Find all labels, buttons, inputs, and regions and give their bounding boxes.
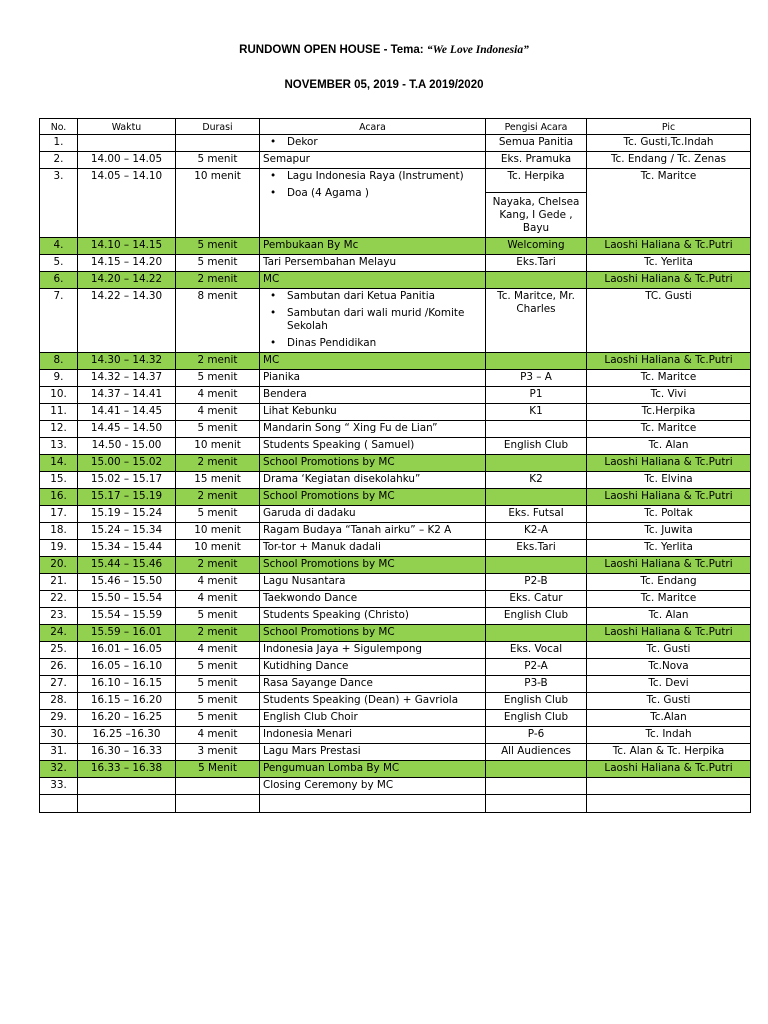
cell-acara: Pengumuan Lomba By MC — [260, 761, 486, 778]
cell-pengisi-acara — [486, 489, 587, 506]
table-row — [40, 455, 751, 472]
acara-bullet-item: • Lagu Indonesia Raya (Instrument) — [287, 170, 482, 187]
cell-acara: Bendera — [260, 387, 486, 404]
cell-acara: MC — [260, 353, 486, 370]
cell-acara: School Promotions by MC — [260, 489, 486, 506]
column-header-no: No. — [40, 119, 78, 135]
cell-pic: Tc. Yerlita — [587, 540, 751, 557]
table-row — [40, 676, 751, 693]
cell-pengisi-acara — [486, 557, 587, 574]
cell-pic: Laoshi Haliana & Tc.Putri — [587, 761, 751, 778]
cell-acara: School Promotions by MC — [260, 625, 486, 642]
cell-waktu: 14.32 – 14.37 — [78, 370, 176, 387]
cell-waktu: 15.50 – 15.54 — [78, 591, 176, 608]
cell-acara: School Promotions by MC — [260, 557, 486, 574]
cell-acara: Lagu Mars Prestasi — [260, 744, 486, 761]
cell-no: 5. — [40, 255, 78, 272]
cell-acara: Students Speaking (Christo) — [260, 608, 486, 625]
cell-waktu: 15.17 – 15.19 — [78, 489, 176, 506]
table-row — [40, 472, 751, 489]
cell-acara: Indonesia Menari — [260, 727, 486, 744]
cell-pengisi-acara — [486, 353, 587, 370]
cell-pic — [587, 795, 751, 813]
column-header-durasi: Durasi — [176, 119, 260, 135]
table-row — [40, 693, 751, 710]
cell-pic: Tc. Indah — [587, 727, 751, 744]
cell-no: 6. — [40, 272, 78, 289]
cell-durasi: 10 menit — [176, 523, 260, 540]
cell-waktu: 16.30 – 16.33 — [78, 744, 176, 761]
cell-durasi: 2 menit — [176, 272, 260, 289]
cell-no: 29. — [40, 710, 78, 727]
acara-bullet-item: • Sambutan dari Ketua Panitia — [287, 290, 482, 307]
cell-pic: Tc. Gusti,Tc.Indah — [587, 135, 751, 152]
cell-waktu: 14.45 – 14.50 — [78, 421, 176, 438]
table-row — [40, 169, 751, 238]
cell-no: 28. — [40, 693, 78, 710]
cell-no: 27. — [40, 676, 78, 693]
cell-durasi: 2 menit — [176, 625, 260, 642]
cell-acara: Indonesia Jaya + Sigulempong — [260, 642, 486, 659]
cell-no: 25. — [40, 642, 78, 659]
cell-waktu: 16.25 –16.30 — [78, 727, 176, 744]
cell-pengisi-acara: Semua Panitia — [486, 135, 587, 152]
pengisi-secondary: Nayaka, Chelsea Kang, I Gede , Bayu — [486, 192, 586, 235]
cell-durasi: 5 menit — [176, 693, 260, 710]
cell-acara: Rasa Sayange Dance — [260, 676, 486, 693]
cell-durasi: 5 menit — [176, 676, 260, 693]
cell-acara: School Promotions by MC — [260, 455, 486, 472]
cell-durasi: 2 menit — [176, 455, 260, 472]
cell-acara: Lihat Kebunku — [260, 404, 486, 421]
cell-pengisi-acara — [486, 421, 587, 438]
cell-no: 3. — [40, 169, 78, 238]
cell-no: 7. — [40, 289, 78, 353]
cell-no: 1. — [40, 135, 78, 152]
cell-acara: Students Speaking ( Samuel) — [260, 438, 486, 455]
cell-no: 4. — [40, 238, 78, 255]
cell-pengisi-acara: P3 – A — [486, 370, 587, 387]
cell-durasi: 4 menit — [176, 727, 260, 744]
cell-no: 20. — [40, 557, 78, 574]
table-header-row — [40, 119, 751, 135]
title-prefix: RUNDOWN OPEN HOUSE - Tema: — [239, 44, 427, 56]
cell-pengisi-acara: English Club — [486, 710, 587, 727]
cell-durasi: 10 menit — [176, 540, 260, 557]
cell-durasi — [176, 778, 260, 795]
cell-pengisi-acara: Eks.Tari — [486, 540, 587, 557]
cell-pic: Tc. Alan — [587, 438, 751, 455]
cell-no: 15. — [40, 472, 78, 489]
cell-durasi: 5 menit — [176, 238, 260, 255]
cell-pic: Tc. Yerlita — [587, 255, 751, 272]
cell-no: 8. — [40, 353, 78, 370]
acara-bullet-list — [263, 290, 482, 350]
cell-pengisi-acara: Eks. Catur — [486, 591, 587, 608]
table-row — [40, 404, 751, 421]
cell-durasi — [176, 795, 260, 813]
cell-waktu: 15.46 – 15.50 — [78, 574, 176, 591]
cell-durasi: 5 menit — [176, 659, 260, 676]
cell-no: 12. — [40, 421, 78, 438]
cell-no: 32. — [40, 761, 78, 778]
cell-pengisi-acara: All Audiences — [486, 744, 587, 761]
cell-waktu: 16.05 – 16.10 — [78, 659, 176, 676]
cell-acara: MC — [260, 272, 486, 289]
cell-acara: Pianika — [260, 370, 486, 387]
cell-waktu — [78, 135, 176, 152]
cell-durasi: 2 menit — [176, 489, 260, 506]
cell-pic: Tc. Juwita — [587, 523, 751, 540]
cell-pic: Tc. Gusti — [587, 642, 751, 659]
cell-waktu: 14.10 – 14.15 — [78, 238, 176, 255]
cell-acara — [260, 795, 486, 813]
cell-pengisi-acara: Tc. Maritce, Mr. Charles — [486, 289, 587, 353]
cell-durasi: 4 menit — [176, 404, 260, 421]
cell-pic: Tc. Poltak — [587, 506, 751, 523]
table-row — [40, 353, 751, 370]
cell-acara: Tari Persembahan Melayu — [260, 255, 486, 272]
cell-waktu — [78, 778, 176, 795]
cell-waktu: 15.02 – 15.17 — [78, 472, 176, 489]
cell-pengisi-acara: Welcoming — [486, 238, 587, 255]
table-row — [40, 135, 751, 152]
cell-pengisi-acara — [486, 625, 587, 642]
table-row — [40, 238, 751, 255]
table-row — [40, 540, 751, 557]
cell-durasi: 3 menit — [176, 744, 260, 761]
cell-waktu: 14.41 – 14.45 — [78, 404, 176, 421]
cell-waktu: 14.30 – 14.32 — [78, 353, 176, 370]
cell-acara — [260, 289, 486, 353]
rundown-table — [39, 118, 751, 813]
table-row — [40, 608, 751, 625]
cell-no: 19. — [40, 540, 78, 557]
cell-no: 26. — [40, 659, 78, 676]
acara-bullet-item: • Dinas Pendidikan — [287, 337, 482, 350]
cell-pengisi-acara — [486, 455, 587, 472]
cell-waktu: 16.15 – 16.20 — [78, 693, 176, 710]
cell-no: 14. — [40, 455, 78, 472]
table-row — [40, 289, 751, 353]
cell-pic: Tc. Gusti — [587, 693, 751, 710]
cell-pengisi-acara: K1 — [486, 404, 587, 421]
cell-no: 16. — [40, 489, 78, 506]
cell-waktu — [78, 795, 176, 813]
cell-waktu: 14.00 – 14.05 — [78, 152, 176, 169]
table-row — [40, 255, 751, 272]
cell-waktu: 15.59 – 16.01 — [78, 625, 176, 642]
table-row — [40, 387, 751, 404]
cell-no: 24. — [40, 625, 78, 642]
cell-waktu: 15.00 – 15.02 — [78, 455, 176, 472]
cell-pic: Laoshi Haliana & Tc.Putri — [587, 272, 751, 289]
cell-no: 2. — [40, 152, 78, 169]
cell-pic: Laoshi Haliana & Tc.Putri — [587, 455, 751, 472]
cell-durasi: 5 menit — [176, 608, 260, 625]
cell-acara: Garuda di dadaku — [260, 506, 486, 523]
cell-durasi: 4 menit — [176, 387, 260, 404]
cell-no: 22. — [40, 591, 78, 608]
cell-pic: TC. Gusti — [587, 289, 751, 353]
cell-waktu: 14.15 – 14.20 — [78, 255, 176, 272]
table-row — [40, 744, 751, 761]
cell-pic — [587, 778, 751, 795]
cell-pengisi-acara: P2-A — [486, 659, 587, 676]
cell-acara: Taekwondo Dance — [260, 591, 486, 608]
cell-acara: Lagu Nusantara — [260, 574, 486, 591]
cell-pic: Tc. Maritce — [587, 169, 751, 238]
acara-bullet-list — [263, 136, 482, 149]
column-header-pengisi-acara: Pengisi Acara — [486, 119, 587, 135]
column-header-acara: Acara — [260, 119, 486, 135]
cell-durasi — [176, 135, 260, 152]
cell-pengisi-acara: K2 — [486, 472, 587, 489]
cell-durasi: 2 menit — [176, 353, 260, 370]
cell-acara: Kutidhing Dance — [260, 659, 486, 676]
table-row — [40, 370, 751, 387]
cell-durasi: 15 menit — [176, 472, 260, 489]
cell-pengisi-acara — [486, 778, 587, 795]
table-row — [40, 438, 751, 455]
cell-waktu: 15.19 – 15.24 — [78, 506, 176, 523]
acara-bullet-item: • Dekor — [287, 136, 482, 149]
cell-pengisi-acara — [486, 272, 587, 289]
cell-pengisi-acara — [486, 795, 587, 813]
cell-durasi: 4 menit — [176, 574, 260, 591]
cell-durasi: 5 menit — [176, 370, 260, 387]
table-row — [40, 506, 751, 523]
cell-pic: Laoshi Haliana & Tc.Putri — [587, 353, 751, 370]
cell-acara: Tor-tor + Manuk dadali — [260, 540, 486, 557]
cell-no: 31. — [40, 744, 78, 761]
acara-bullet-list — [263, 170, 482, 200]
document-subtitle: NOVEMBER 05, 2019 - T.A 2019/2020 — [284, 79, 484, 91]
cell-no — [40, 795, 78, 813]
cell-waktu: 14.37 – 14.41 — [78, 387, 176, 404]
cell-waktu: 15.24 – 15.34 — [78, 523, 176, 540]
cell-pengisi-acara: English Club — [486, 608, 587, 625]
cell-pic: Laoshi Haliana & Tc.Putri — [587, 625, 751, 642]
cell-pic: Tc. Elvina — [587, 472, 751, 489]
cell-durasi: 5 menit — [176, 421, 260, 438]
document-title — [0, 44, 768, 56]
cell-no: 9. — [40, 370, 78, 387]
table-row — [40, 710, 751, 727]
cell-no: 30. — [40, 727, 78, 744]
table-row — [40, 642, 751, 659]
cell-waktu: 14.05 – 14.10 — [78, 169, 176, 238]
cell-no: 17. — [40, 506, 78, 523]
cell-no: 21. — [40, 574, 78, 591]
cell-acara — [260, 135, 486, 152]
cell-pic: Tc. Alan — [587, 608, 751, 625]
cell-durasi: 5 menit — [176, 506, 260, 523]
cell-pengisi-acara: English Club — [486, 438, 587, 455]
column-header-waktu: Waktu — [78, 119, 176, 135]
cell-durasi: 4 menit — [176, 642, 260, 659]
cell-acara: Students Speaking (Dean) + Gavriola — [260, 693, 486, 710]
cell-no: 11. — [40, 404, 78, 421]
cell-acara: Pembukaan By Mc — [260, 238, 486, 255]
cell-pengisi-acara — [486, 169, 587, 238]
cell-pengisi-acara: P2-B — [486, 574, 587, 591]
cell-pengisi-acara: Eks. Futsal — [486, 506, 587, 523]
cell-waktu: 16.10 – 16.15 — [78, 676, 176, 693]
cell-no: 18. — [40, 523, 78, 540]
column-header-pic: Pic — [587, 119, 751, 135]
cell-pengisi-acara: P-6 — [486, 727, 587, 744]
cell-acara — [260, 169, 486, 238]
cell-waktu: 14.50 - 15.00 — [78, 438, 176, 455]
cell-pic: Tc. Maritce — [587, 591, 751, 608]
cell-durasi: 10 menit — [176, 438, 260, 455]
table-row — [40, 795, 751, 813]
cell-no: 33. — [40, 778, 78, 795]
cell-pengisi-acara: P3-B — [486, 676, 587, 693]
cell-pic: Laoshi Haliana & Tc.Putri — [587, 557, 751, 574]
cell-pic: Tc.Alan — [587, 710, 751, 727]
cell-waktu: 14.20 – 14.22 — [78, 272, 176, 289]
cell-acara: Closing Ceremony by MC — [260, 778, 486, 795]
table-row — [40, 778, 751, 795]
acara-bullet-item: • Sambutan dari wali murid /Komite Sekolah — [287, 307, 482, 337]
cell-durasi: 5 menit — [176, 710, 260, 727]
table-body — [40, 135, 751, 813]
table-row — [40, 574, 751, 591]
table-row — [40, 272, 751, 289]
cell-pic: Tc. Endang / Tc. Zenas — [587, 152, 751, 169]
cell-pic: Tc. Alan & Tc. Herpika — [587, 744, 751, 761]
cell-durasi: 10 menit — [176, 169, 260, 238]
cell-waktu: 15.44 – 15.46 — [78, 557, 176, 574]
cell-pic: Tc.Nova — [587, 659, 751, 676]
table-row — [40, 625, 751, 642]
acara-bullet-item: • Doa (4 Agama ) — [287, 187, 482, 200]
cell-acara: Drama ‘Kegiatan disekolahku” — [260, 472, 486, 489]
table-row — [40, 557, 751, 574]
table-row — [40, 659, 751, 676]
cell-acara: Ragam Budaya “Tanah airku” – K2 A — [260, 523, 486, 540]
cell-pic: Tc.Herpika — [587, 404, 751, 421]
cell-pengisi-acara — [486, 761, 587, 778]
cell-no: 13. — [40, 438, 78, 455]
cell-waktu: 15.34 – 15.44 — [78, 540, 176, 557]
table-row — [40, 761, 751, 778]
cell-pic: Laoshi Haliana & Tc.Putri — [587, 489, 751, 506]
cell-no: 10. — [40, 387, 78, 404]
cell-pic: Laoshi Haliana & Tc.Putri — [587, 238, 751, 255]
pengisi-primary: Tc. Herpika — [507, 170, 565, 182]
cell-pengisi-acara: K2-A — [486, 523, 587, 540]
cell-pic: Tc. Maritce — [587, 421, 751, 438]
cell-durasi: 8 menit — [176, 289, 260, 353]
cell-acara: Mandarin Song “ Xing Fu de Lian” — [260, 421, 486, 438]
cell-no: 23. — [40, 608, 78, 625]
cell-acara: Semapur — [260, 152, 486, 169]
cell-waktu: 16.33 – 16.38 — [78, 761, 176, 778]
theme-name: “We Love Indonesia” — [426, 44, 529, 56]
cell-pengisi-acara: Eks. Pramuka — [486, 152, 587, 169]
cell-pengisi-acara: Eks.Tari — [486, 255, 587, 272]
cell-durasi: 5 menit — [176, 255, 260, 272]
table-row — [40, 489, 751, 506]
cell-durasi: 2 menit — [176, 557, 260, 574]
cell-waktu: 14.22 – 14.30 — [78, 289, 176, 353]
cell-waktu: 15.54 – 15.59 — [78, 608, 176, 625]
table-row — [40, 421, 751, 438]
table-row — [40, 591, 751, 608]
cell-pengisi-acara: Eks. Vocal — [486, 642, 587, 659]
cell-waktu: 16.20 – 16.25 — [78, 710, 176, 727]
cell-acara: English Club Choir — [260, 710, 486, 727]
cell-durasi: 4 menit — [176, 591, 260, 608]
cell-pengisi-acara: English Club — [486, 693, 587, 710]
cell-pic: Tc. Devi — [587, 676, 751, 693]
cell-pic: Tc. Endang — [587, 574, 751, 591]
cell-pic: Tc. Maritce — [587, 370, 751, 387]
table-row — [40, 523, 751, 540]
cell-pic: Tc. Vivi — [587, 387, 751, 404]
cell-durasi: 5 menit — [176, 152, 260, 169]
cell-pengisi-acara: P1 — [486, 387, 587, 404]
cell-durasi: 5 Menit — [176, 761, 260, 778]
cell-waktu: 16.01 – 16.05 — [78, 642, 176, 659]
table-row — [40, 727, 751, 744]
table-row — [40, 152, 751, 169]
